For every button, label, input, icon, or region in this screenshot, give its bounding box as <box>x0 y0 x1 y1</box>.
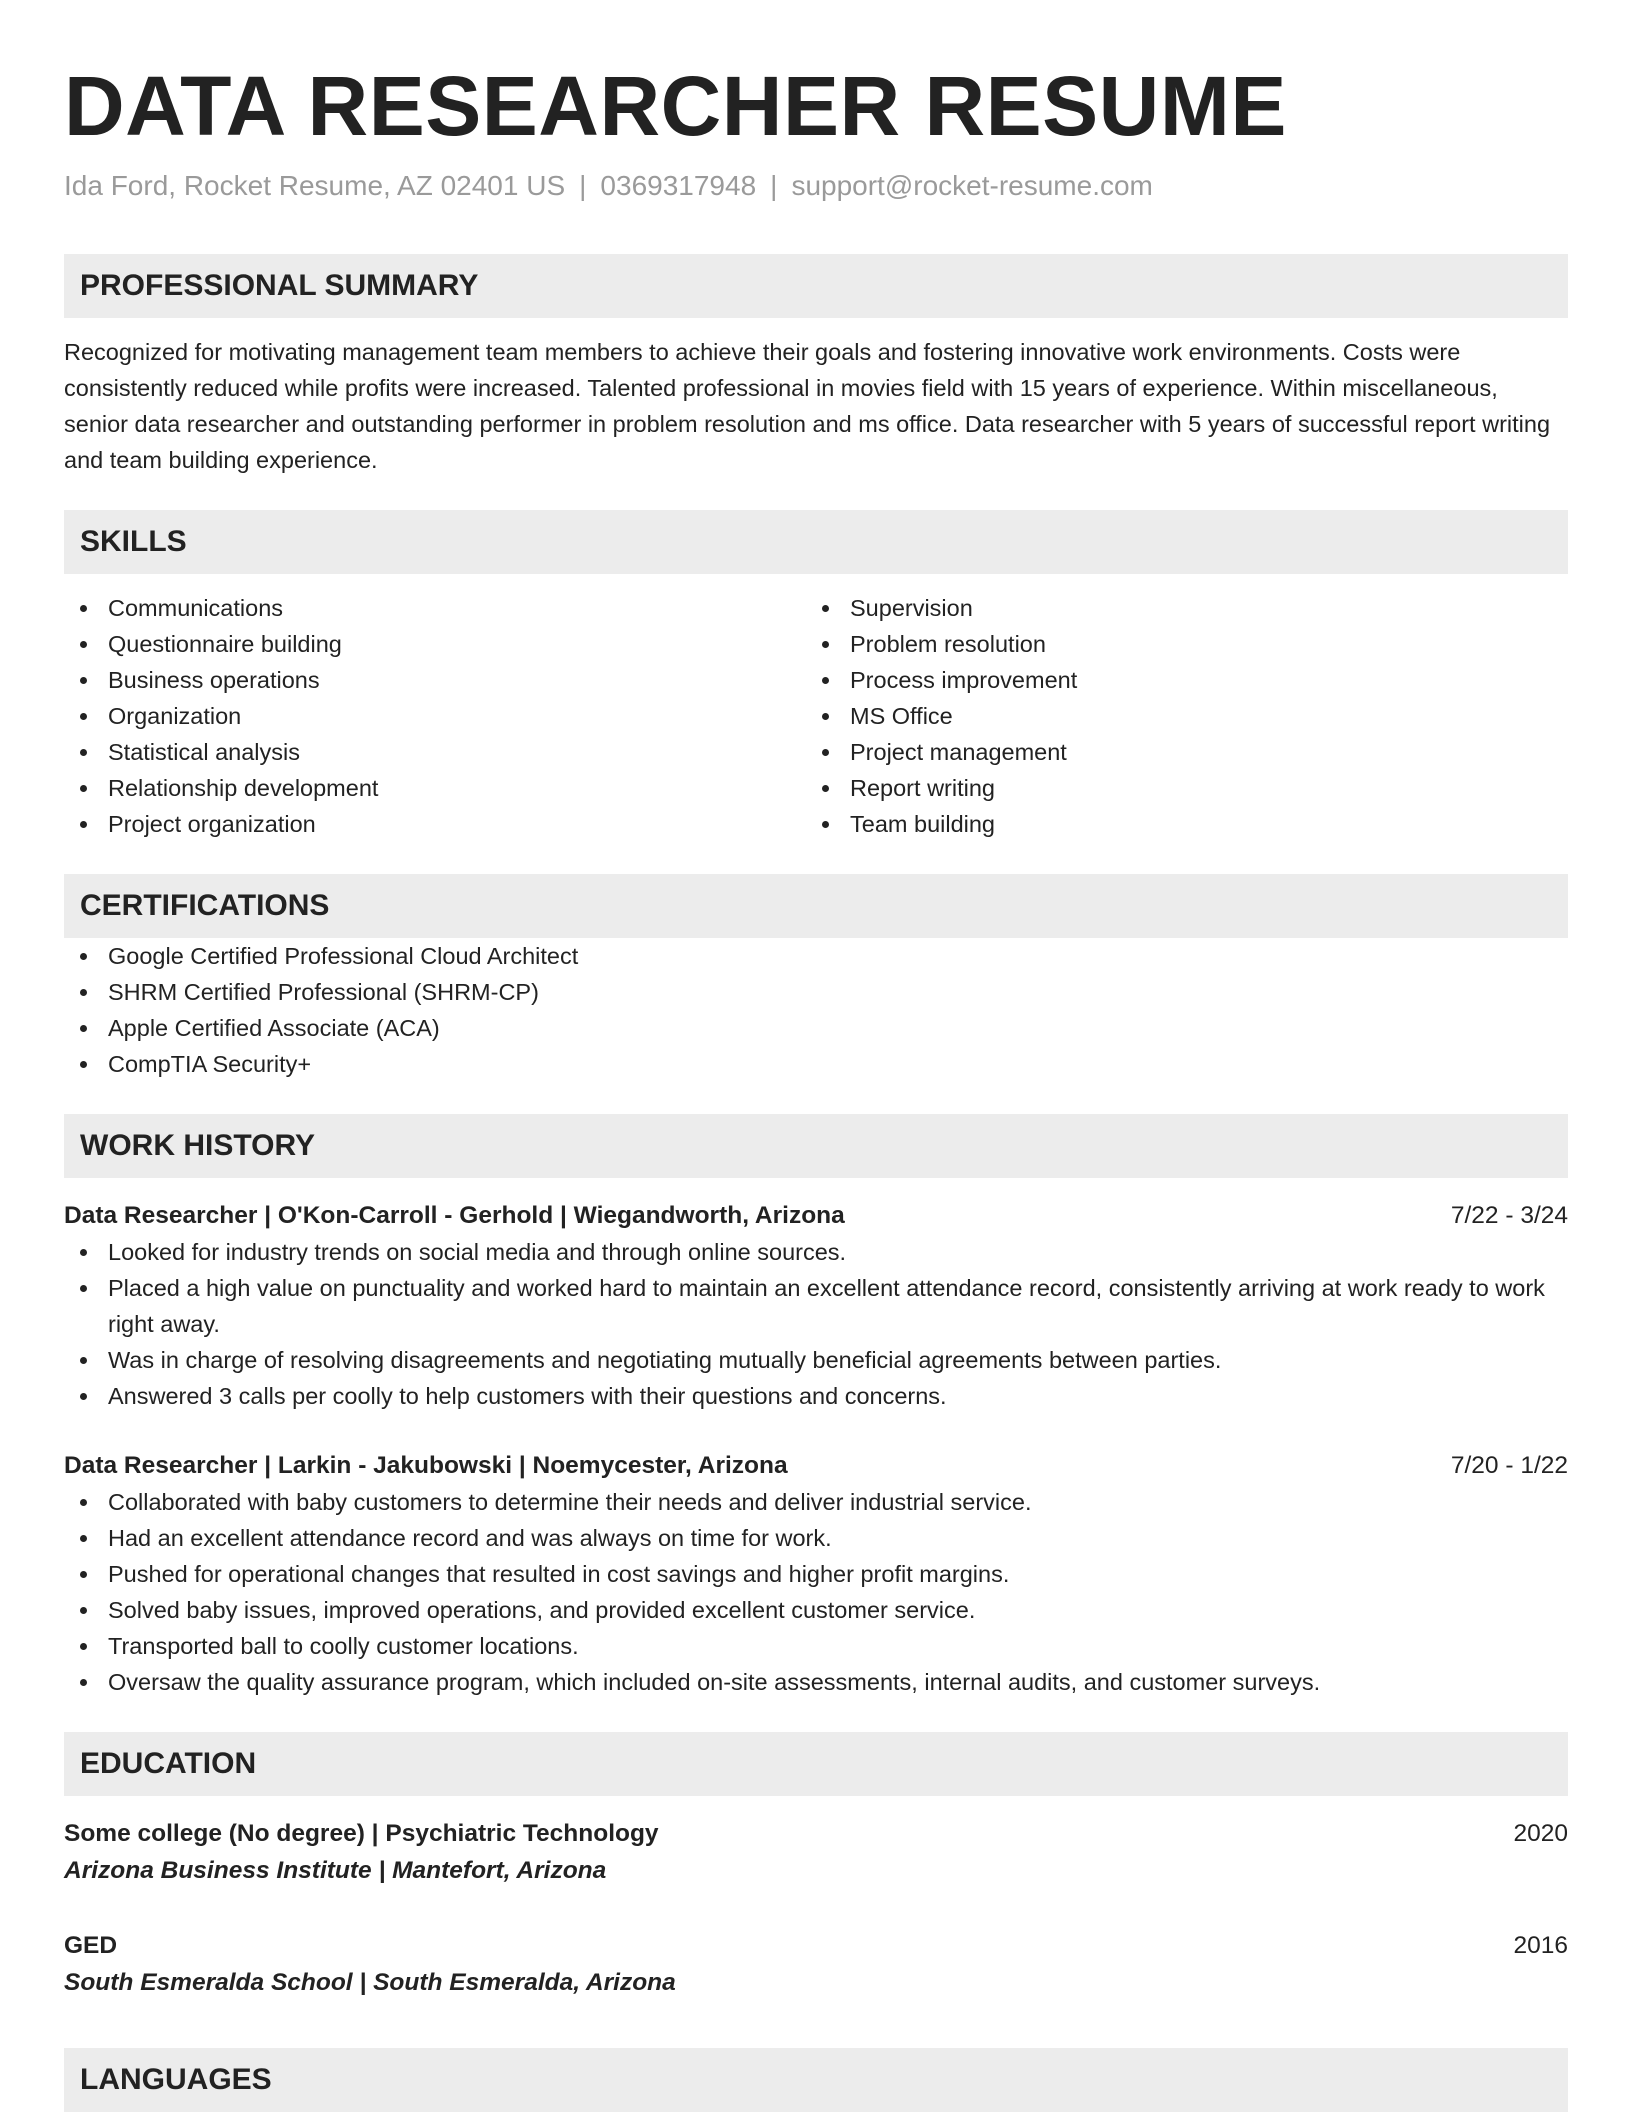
job-dates: 7/22 - 3/24 <box>1450 1202 1568 1229</box>
job-duty-item: Was in charge of resolving disagreements and negotiating mutually beneficial agreements between parties. <box>64 1342 1568 1378</box>
job-title: Data Researcher | Larkin - Jakubowski | Noemycester, Arizona <box>64 1452 788 1479</box>
summary-text: Recognized for motivating management team members to achieve their goals and fostering innovative work environments. Costs were consistently reduced while profits were increased. Talented professional in movies field with 15 years of experience. Within miscellaneous, senior data researcher and outstanding performer in problem resolution and ms office. Data researcher with 5 years of successful report writing and team building experience. <box>64 339 1551 473</box>
skill-item: Questionnaire building <box>64 626 806 662</box>
certifications-list <box>64 938 1568 1082</box>
contact-line <box>64 168 1568 204</box>
job-duty-item: Transported ball to coolly customer locations. <box>64 1628 1568 1664</box>
section-header-work-history: WORK HISTORY <box>64 1114 1568 1178</box>
skills-column-right <box>806 590 1548 842</box>
skill-item: Team building <box>806 806 1548 842</box>
contact-separator: | <box>579 170 587 201</box>
job-duties-list <box>64 1234 1568 1414</box>
job-duty-item: Solved baby issues, improved operations, and provided excellent customer service. <box>64 1592 1568 1628</box>
skill-item: Process improvement <box>806 662 1548 698</box>
job-duty-item: Oversaw the quality assurance program, which included on-site assessments, internal audits, and customer surveys. <box>64 1664 1568 1700</box>
skill-item: Relationship development <box>64 770 806 806</box>
job-heading-row <box>64 1448 1568 1484</box>
skills-list <box>64 590 1568 842</box>
job-duty-item: Looked for industry trends on social media and through online sources. <box>64 1234 1568 1270</box>
certification-item: Apple Certified Associate (ACA) <box>64 1010 1568 1046</box>
contact-phone: 0369317948 <box>600 170 757 201</box>
job-title: Data Researcher | O'Kon-Carroll - Gerhold | Wiegandworth, Arizona <box>64 1202 845 1229</box>
skill-item: MS Office <box>806 698 1548 734</box>
skills-column-left <box>64 590 806 842</box>
skill-item: Project management <box>806 734 1548 770</box>
education-heading-row <box>64 1816 1568 1852</box>
skill-item: Statistical analysis <box>64 734 806 770</box>
certification-item: Google Certified Professional Cloud Architect <box>64 938 1568 974</box>
job-duty-item: Placed a high value on punctuality and worked hard to maintain an excellent attendance record, consistently arriving at work ready to work right away. <box>64 1270 1568 1342</box>
contact-email: support@rocket-resume.com <box>791 170 1153 201</box>
education-degree: Some college (No degree) | Psychiatric Technology <box>64 1820 659 1847</box>
job-duties-list <box>64 1484 1568 1700</box>
contact-address: Ida Ford, Rocket Resume, AZ 02401 US <box>64 170 566 201</box>
resume-title: DATA RESEARCHER RESUME <box>64 59 1287 153</box>
skill-item: Organization <box>64 698 806 734</box>
education-year: 2020 <box>1513 1820 1568 1847</box>
education-heading-row <box>64 1928 1568 1964</box>
section-header-summary: PROFESSIONAL SUMMARY <box>64 254 1568 318</box>
job-dates: 7/20 - 1/22 <box>1450 1452 1568 1479</box>
skill-item: Report writing <box>806 770 1548 806</box>
job-heading-row <box>64 1198 1568 1234</box>
job-duty-item: Had an excellent attendance record and was always on time for work. <box>64 1520 1568 1556</box>
section-header-skills: SKILLS <box>64 510 1568 574</box>
skill-item: Business operations <box>64 662 806 698</box>
section-header-languages: LANGUAGES <box>64 2048 1568 2112</box>
section-header-education: EDUCATION <box>64 1732 1568 1796</box>
certification-item: SHRM Certified Professional (SHRM-CP) <box>64 974 1568 1010</box>
contact-separator: | <box>770 170 778 201</box>
education-institution: South Esmeralda School | South Esmeralda, Arizona <box>64 1969 676 1996</box>
education-degree: GED <box>64 1932 118 1959</box>
job-duty-item: Pushed for operational changes that resulted in cost savings and higher profit margins. <box>64 1556 1568 1592</box>
section-header-certifications: CERTIFICATIONS <box>64 874 1568 938</box>
education-year: 2016 <box>1513 1932 1568 1959</box>
job-duty-item: Collaborated with baby customers to determine their needs and deliver industrial service. <box>64 1484 1568 1520</box>
certification-item: CompTIA Security+ <box>64 1046 1568 1082</box>
skill-item: Problem resolution <box>806 626 1548 662</box>
job-duty-item: Answered 3 calls per coolly to help customers with their questions and concerns. <box>64 1378 1568 1414</box>
skill-item: Supervision <box>806 590 1548 626</box>
skill-item: Project organization <box>64 806 806 842</box>
skill-item: Communications <box>64 590 806 626</box>
education-institution: Arizona Business Institute | Mantefort, Arizona <box>64 1857 607 1884</box>
